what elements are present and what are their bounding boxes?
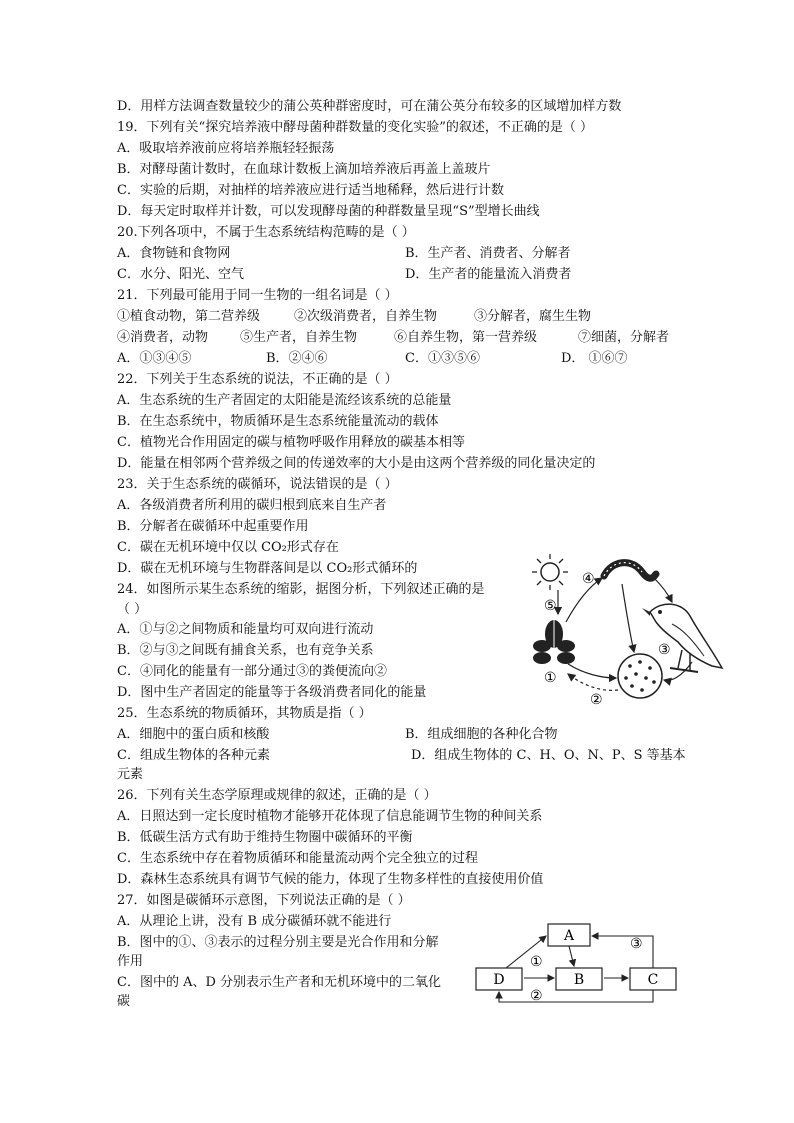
q24-option-d: D．图中生产者固定的能量等于各级消费者同化的能量 bbox=[117, 685, 427, 700]
decomposer-circle-icon bbox=[618, 654, 662, 698]
q25-stem: 25．生态系统的物质循环，其物质是指（ ） bbox=[117, 706, 372, 721]
q25-option-d: D．组成生物体的 C、H、O、N、P、S 等基本 bbox=[411, 748, 686, 763]
q18-option-d: D．用样方法调查数量较少的蒲公英种群密度时，可在蒲公英分布较多的区域增加样方数 bbox=[117, 99, 622, 114]
q21-option-c: C．①③⑤⑥ bbox=[405, 351, 480, 366]
q24-option-c: C．④同化的能量有一部分通过③的粪便流向② bbox=[117, 664, 387, 679]
q27-option-c-line1: C．图中的 A、D 分别表示生产者和无机环境中的二氧化 bbox=[117, 975, 442, 990]
q19-option-a: A．吸取培养液前应将培养瓶轻轻振荡 bbox=[117, 141, 335, 156]
q23-option-c: C．碳在无机环境中仅以 CO₂形式存在 bbox=[117, 540, 339, 555]
q23-stem: 23．关于生态系统的碳循环，说法错误的是（ ） bbox=[117, 477, 398, 492]
q20-option-a: A．食物链和食物网 bbox=[117, 246, 231, 261]
q24-stem: 24．如图所示某生态系统的缩影，据图分析，下列叙述正确的是 bbox=[117, 582, 485, 597]
ecosystem-figure bbox=[522, 550, 736, 710]
box-b-label: B bbox=[573, 972, 585, 988]
q19-stem: 19．下列有关“探究培养液中酵母菌种群数量的变化实验”的叙述，不正确的是（ ） bbox=[117, 120, 593, 135]
q27-option-b-line1: B．图中的①、③表示的过程分别主要是光合作用和分解 bbox=[117, 935, 439, 950]
q23-option-b: B．分解者在碳循环中起重要作用 bbox=[117, 519, 309, 534]
q21-option-b: B．②④⑥ bbox=[266, 351, 328, 366]
sun-icon bbox=[532, 554, 568, 590]
q27-stem: 27．如图是碳循环示意图，下列说法正确的是（ ） bbox=[117, 893, 411, 908]
arrow-1-label: ① bbox=[530, 954, 543, 970]
q19-option-b: B．对酵母菌计数时，在血球计数板上滴加培养液后再盖上盖玻片 bbox=[117, 162, 491, 177]
q25-option-a: A．细胞中的蛋白质和核酸 bbox=[117, 727, 270, 742]
q21-stem: 21．下列最可能用于同一生物的一组名词是（ ） bbox=[117, 288, 398, 303]
q24-option-a: A．①与②之间物质和能量均可双向进行流动 bbox=[117, 622, 374, 637]
plant-icon bbox=[533, 620, 575, 668]
box-d-label: D bbox=[493, 972, 505, 988]
q23-option-d: D．碳在无机环境与生物群落间是以 CO₂形式循环的 bbox=[117, 561, 418, 576]
q21-option-d: D． ①⑥⑦ bbox=[561, 351, 628, 366]
arrow-3-label: ③ bbox=[630, 936, 643, 952]
box-a-label: A bbox=[563, 928, 575, 944]
q20-stem: 20.下列各项中，不属于生态系统结构范畴的是（ ） bbox=[117, 225, 415, 240]
fig24-label-5: ⑤ bbox=[544, 598, 557, 614]
q22-option-d: D．能量在相邻两个营养级之间的传递效率的大小是由这两个营养级的同化量决定的 bbox=[117, 456, 596, 471]
q23-option-a: A．各级消费者所利用的碳归根到底来自生产者 bbox=[117, 498, 387, 513]
q26-option-c: C．生态系统中存在着物质循环和能量流动两个完全独立的过程 bbox=[117, 851, 478, 866]
fig24-label-1: ① bbox=[544, 670, 557, 686]
q21-term-7: ⑦细菌，分解者 bbox=[578, 330, 670, 345]
q22-option-a: A．生态系统的生产者固定的太阳能是流经该系统的总能量 bbox=[117, 393, 452, 408]
box-c-label: C bbox=[647, 972, 659, 988]
q22-stem: 22．下列关于生态系统的说法，不正确的是（ ） bbox=[117, 372, 398, 387]
fig24-label-4: ④ bbox=[582, 571, 595, 587]
q26-stem: 26．下列有关生态学原理或规律的叙述，正确的是（ ） bbox=[117, 788, 437, 803]
q27-option-c-line2: 碳 bbox=[117, 994, 131, 1009]
q20-option-b: B．生产者、消费者、分解者 bbox=[405, 246, 571, 261]
q19-option-d: D．每天定时取样并计数，可以发现酵母菌的种群数量呈现“S”型增长曲线 bbox=[117, 204, 540, 219]
q22-option-c: C．植物光合作用固定的碳与植物呼吸作用释放的碳基本相等 bbox=[117, 435, 465, 450]
q27-option-b-line2: 作用 bbox=[117, 954, 144, 969]
q19-option-c: C．实验的后期，对抽样的培养液应进行适当地稀释，然后进行计数 bbox=[117, 183, 504, 198]
q20-option-c: C．水分、阳光、空气 bbox=[117, 267, 244, 282]
q20-option-d: D．生产者的能量流入消费者 bbox=[405, 267, 572, 282]
arrow-2-label: ② bbox=[530, 988, 543, 1004]
carbon-cycle-figure bbox=[470, 918, 702, 1012]
q21-term-1: ①植食动物，第二营养级 bbox=[117, 309, 261, 324]
q21-term-3: ③分解者，腐生生物 bbox=[474, 309, 592, 324]
fig24-label-3: ③ bbox=[658, 642, 671, 658]
q25-option-d-cont: 元素 bbox=[117, 767, 144, 782]
q27-option-a: A．从理论上讲，没有 B 成分碳循环就不能进行 bbox=[117, 914, 392, 929]
q21-term-4: ④消费者，动物 bbox=[117, 330, 209, 345]
q22-option-b: B．在生态系统中，物质循环是生态系统能量流动的载体 bbox=[117, 414, 439, 429]
q21-term-5: ⑤生产者，自养生物 bbox=[240, 330, 358, 345]
q21-term-2: ②次级消费者，自养生物 bbox=[294, 309, 438, 324]
q25-option-c: C．组成生物体的各种元素 bbox=[117, 748, 270, 763]
caterpillar-icon bbox=[604, 563, 656, 579]
fig24-label-2: ② bbox=[590, 692, 603, 708]
q21-option-a: A．①③④⑤ bbox=[117, 351, 192, 366]
q26-option-a: A．日照达到一定长度时植物才能够开花体现了信息能调节生物的种间关系 bbox=[117, 809, 543, 824]
q26-option-b: B．低碳生活方式有助于维持生物圈中碳循环的平衡 bbox=[117, 830, 413, 845]
q21-term-6: ⑥自养生物，第一营养级 bbox=[394, 330, 538, 345]
q26-option-d: D．森林生态系统具有调节气候的能力，体现了生物多样性的直接使用价值 bbox=[117, 872, 544, 887]
q25-option-b: B．组成细胞的各种化合物 bbox=[405, 727, 558, 742]
q24-option-b: B．②与③之间既有捕食关系，也有竞争关系 bbox=[117, 643, 374, 658]
q24-paren: （ ） bbox=[117, 602, 148, 617]
